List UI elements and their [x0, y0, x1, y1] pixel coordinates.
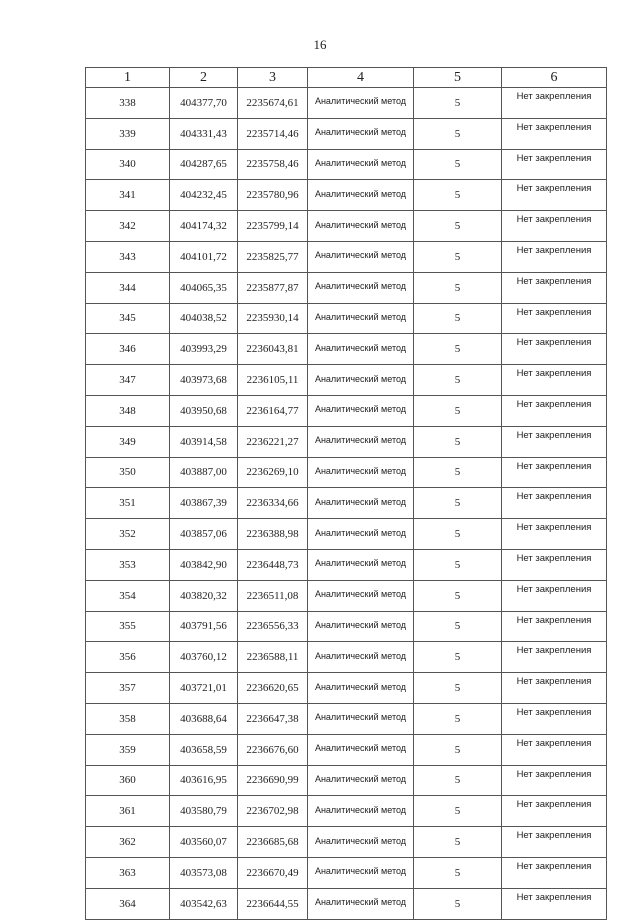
- fixation-cell: Нет закрепления: [502, 303, 607, 334]
- fixation-cell: Нет закрепления: [502, 642, 607, 673]
- accuracy-cell: 5: [414, 149, 502, 180]
- fixation-cell: Нет закрепления: [502, 611, 607, 642]
- point-number-cell: 351: [86, 488, 170, 519]
- point-number-cell: 348: [86, 395, 170, 426]
- y-coordinate-cell: 2235825,77: [238, 241, 308, 272]
- table-row: [86, 149, 607, 180]
- point-number-cell: 349: [86, 426, 170, 457]
- accuracy-cell: 5: [414, 519, 502, 550]
- table-row: [86, 857, 607, 888]
- point-number-cell: 364: [86, 888, 170, 919]
- fixation-cell: Нет закрепления: [502, 549, 607, 580]
- y-coordinate-cell: 2236676,60: [238, 734, 308, 765]
- accuracy-cell: 5: [414, 765, 502, 796]
- x-coordinate-cell: 404377,70: [170, 88, 238, 119]
- y-coordinate-cell: 2236269,10: [238, 457, 308, 488]
- table-row: [86, 457, 607, 488]
- accuracy-cell: 5: [414, 88, 502, 119]
- y-coordinate-cell: 2235799,14: [238, 211, 308, 242]
- fixation-cell: Нет закрепления: [502, 765, 607, 796]
- y-coordinate-cell: 2235780,96: [238, 180, 308, 211]
- method-cell: Аналитический метод: [308, 827, 414, 858]
- accuracy-cell: 5: [414, 827, 502, 858]
- fixation-cell: Нет закрепления: [502, 827, 607, 858]
- table-row: [86, 611, 607, 642]
- accuracy-cell: 5: [414, 457, 502, 488]
- accuracy-cell: 5: [414, 642, 502, 673]
- point-number-cell: 356: [86, 642, 170, 673]
- method-cell: Аналитический метод: [308, 611, 414, 642]
- method-cell: Аналитический метод: [308, 703, 414, 734]
- fixation-cell: Нет закрепления: [502, 488, 607, 519]
- x-coordinate-cell: 403791,56: [170, 611, 238, 642]
- method-cell: Аналитический метод: [308, 734, 414, 765]
- table-row: [86, 734, 607, 765]
- accuracy-cell: 5: [414, 118, 502, 149]
- column-header: 5: [414, 68, 502, 88]
- x-coordinate-cell: 403950,68: [170, 395, 238, 426]
- accuracy-cell: 5: [414, 241, 502, 272]
- method-cell: Аналитический метод: [308, 457, 414, 488]
- method-cell: Аналитический метод: [308, 211, 414, 242]
- table-header-row: [86, 68, 607, 88]
- method-cell: Аналитический метод: [308, 796, 414, 827]
- y-coordinate-cell: 2236685,68: [238, 827, 308, 858]
- method-cell: Аналитический метод: [308, 334, 414, 365]
- accuracy-cell: 5: [414, 488, 502, 519]
- method-cell: Аналитический метод: [308, 395, 414, 426]
- accuracy-cell: 5: [414, 365, 502, 396]
- x-coordinate-cell: 403580,79: [170, 796, 238, 827]
- x-coordinate-cell: 403993,29: [170, 334, 238, 365]
- accuracy-cell: 5: [414, 611, 502, 642]
- table-row: [86, 888, 607, 919]
- table-body: [86, 88, 607, 920]
- coordinates-table: [85, 67, 607, 920]
- x-coordinate-cell: 404232,45: [170, 180, 238, 211]
- fixation-cell: Нет закрепления: [502, 334, 607, 365]
- x-coordinate-cell: 403760,12: [170, 642, 238, 673]
- point-number-cell: 363: [86, 857, 170, 888]
- fixation-cell: Нет закрепления: [502, 211, 607, 242]
- column-header: 2: [170, 68, 238, 88]
- y-coordinate-cell: 2236043,81: [238, 334, 308, 365]
- x-coordinate-cell: 403721,01: [170, 673, 238, 704]
- table-row: [86, 549, 607, 580]
- fixation-cell: Нет закрепления: [502, 580, 607, 611]
- point-number-cell: 355: [86, 611, 170, 642]
- table-row: [86, 426, 607, 457]
- table-row: [86, 334, 607, 365]
- accuracy-cell: 5: [414, 703, 502, 734]
- table-row: [86, 303, 607, 334]
- table-row: [86, 241, 607, 272]
- fixation-cell: Нет закрепления: [502, 365, 607, 396]
- y-coordinate-cell: 2235930,14: [238, 303, 308, 334]
- fixation-cell: Нет закрепления: [502, 118, 607, 149]
- table-row: [86, 580, 607, 611]
- table-row: [86, 642, 607, 673]
- page-number: 16: [313, 37, 327, 52]
- x-coordinate-cell: 403820,32: [170, 580, 238, 611]
- fixation-cell: Нет закрепления: [502, 426, 607, 457]
- x-coordinate-cell: 404065,35: [170, 272, 238, 303]
- method-cell: Аналитический метод: [308, 765, 414, 796]
- point-number-cell: 347: [86, 365, 170, 396]
- y-coordinate-cell: 2235714,46: [238, 118, 308, 149]
- fixation-cell: Нет закрепления: [502, 703, 607, 734]
- y-coordinate-cell: 2236670,49: [238, 857, 308, 888]
- point-number-cell: 359: [86, 734, 170, 765]
- accuracy-cell: 5: [414, 673, 502, 704]
- accuracy-cell: 5: [414, 549, 502, 580]
- y-coordinate-cell: 2236620,65: [238, 673, 308, 704]
- x-coordinate-cell: 403560,07: [170, 827, 238, 858]
- accuracy-cell: 5: [414, 303, 502, 334]
- accuracy-cell: 5: [414, 426, 502, 457]
- x-coordinate-cell: 403973,68: [170, 365, 238, 396]
- accuracy-cell: 5: [414, 395, 502, 426]
- point-number-cell: 338: [86, 88, 170, 119]
- fixation-cell: Нет закрепления: [502, 519, 607, 550]
- point-number-cell: 342: [86, 211, 170, 242]
- table-row: [86, 488, 607, 519]
- point-number-cell: 346: [86, 334, 170, 365]
- accuracy-cell: 5: [414, 857, 502, 888]
- x-coordinate-cell: 404038,52: [170, 303, 238, 334]
- table-row: [86, 118, 607, 149]
- point-number-cell: 353: [86, 549, 170, 580]
- point-number-cell: 362: [86, 827, 170, 858]
- y-coordinate-cell: 2236690,99: [238, 765, 308, 796]
- y-coordinate-cell: 2235758,46: [238, 149, 308, 180]
- method-cell: Аналитический метод: [308, 673, 414, 704]
- table-row: [86, 703, 607, 734]
- y-coordinate-cell: 2236164,77: [238, 395, 308, 426]
- x-coordinate-cell: 403688,64: [170, 703, 238, 734]
- table-row: [86, 272, 607, 303]
- x-coordinate-cell: 404174,32: [170, 211, 238, 242]
- y-coordinate-cell: 2236556,33: [238, 611, 308, 642]
- method-cell: Аналитический метод: [308, 272, 414, 303]
- point-number-cell: 352: [86, 519, 170, 550]
- table-row: [86, 796, 607, 827]
- accuracy-cell: 5: [414, 211, 502, 242]
- y-coordinate-cell: 2236388,98: [238, 519, 308, 550]
- x-coordinate-cell: 403867,39: [170, 488, 238, 519]
- point-number-cell: 350: [86, 457, 170, 488]
- point-number-cell: 354: [86, 580, 170, 611]
- fixation-cell: Нет закрепления: [502, 734, 607, 765]
- y-coordinate-cell: 2236334,66: [238, 488, 308, 519]
- accuracy-cell: 5: [414, 888, 502, 919]
- x-coordinate-cell: 403914,58: [170, 426, 238, 457]
- fixation-cell: Нет закрепления: [502, 888, 607, 919]
- accuracy-cell: 5: [414, 180, 502, 211]
- method-cell: Аналитический метод: [308, 488, 414, 519]
- point-number-cell: 345: [86, 303, 170, 334]
- fixation-cell: Нет закрепления: [502, 149, 607, 180]
- column-header: 4: [308, 68, 414, 88]
- method-cell: Аналитический метод: [308, 549, 414, 580]
- table-row: [86, 673, 607, 704]
- fixation-cell: Нет закрепления: [502, 241, 607, 272]
- x-coordinate-cell: 404101,72: [170, 241, 238, 272]
- method-cell: Аналитический метод: [308, 857, 414, 888]
- x-coordinate-cell: 403887,00: [170, 457, 238, 488]
- accuracy-cell: 5: [414, 272, 502, 303]
- fixation-cell: Нет закрепления: [502, 796, 607, 827]
- table-row: [86, 211, 607, 242]
- x-coordinate-cell: 403842,90: [170, 549, 238, 580]
- column-header: 1: [86, 68, 170, 88]
- method-cell: Аналитический метод: [308, 519, 414, 550]
- fixation-cell: Нет закрепления: [502, 88, 607, 119]
- fixation-cell: Нет закрепления: [502, 395, 607, 426]
- fixation-cell: Нет закрепления: [502, 180, 607, 211]
- table-row: [86, 365, 607, 396]
- method-cell: Аналитический метод: [308, 241, 414, 272]
- method-cell: Аналитический метод: [308, 303, 414, 334]
- column-header: 3: [238, 68, 308, 88]
- point-number-cell: 341: [86, 180, 170, 211]
- column-header: 6: [502, 68, 607, 88]
- y-coordinate-cell: 2235877,87: [238, 272, 308, 303]
- x-coordinate-cell: 403616,95: [170, 765, 238, 796]
- x-coordinate-cell: 404287,65: [170, 149, 238, 180]
- method-cell: Аналитический метод: [308, 88, 414, 119]
- method-cell: Аналитический метод: [308, 118, 414, 149]
- accuracy-cell: 5: [414, 734, 502, 765]
- y-coordinate-cell: 2236448,73: [238, 549, 308, 580]
- method-cell: Аналитический метод: [308, 426, 414, 457]
- method-cell: Аналитический метод: [308, 580, 414, 611]
- method-cell: Аналитический метод: [308, 180, 414, 211]
- point-number-cell: 360: [86, 765, 170, 796]
- fixation-cell: Нет закрепления: [502, 857, 607, 888]
- table-row: [86, 827, 607, 858]
- y-coordinate-cell: 2235674,61: [238, 88, 308, 119]
- point-number-cell: 340: [86, 149, 170, 180]
- table-row: [86, 765, 607, 796]
- y-coordinate-cell: 2236105,11: [238, 365, 308, 396]
- fixation-cell: Нет закрепления: [502, 673, 607, 704]
- fixation-cell: Нет закрепления: [502, 457, 607, 488]
- table-row: [86, 88, 607, 119]
- x-coordinate-cell: 403857,06: [170, 519, 238, 550]
- y-coordinate-cell: 2236588,11: [238, 642, 308, 673]
- method-cell: Аналитический метод: [308, 149, 414, 180]
- point-number-cell: 361: [86, 796, 170, 827]
- point-number-cell: 358: [86, 703, 170, 734]
- x-coordinate-cell: 403658,59: [170, 734, 238, 765]
- x-coordinate-cell: 404331,43: [170, 118, 238, 149]
- point-number-cell: 339: [86, 118, 170, 149]
- x-coordinate-cell: 403573,08: [170, 857, 238, 888]
- accuracy-cell: 5: [414, 580, 502, 611]
- fixation-cell: Нет закрепления: [502, 272, 607, 303]
- point-number-cell: 343: [86, 241, 170, 272]
- table-row: [86, 519, 607, 550]
- method-cell: Аналитический метод: [308, 642, 414, 673]
- accuracy-cell: 5: [414, 334, 502, 365]
- method-cell: Аналитический метод: [308, 365, 414, 396]
- y-coordinate-cell: 2236647,38: [238, 703, 308, 734]
- accuracy-cell: 5: [414, 796, 502, 827]
- point-number-cell: 344: [86, 272, 170, 303]
- method-cell: Аналитический метод: [308, 888, 414, 919]
- x-coordinate-cell: 403542,63: [170, 888, 238, 919]
- y-coordinate-cell: 2236221,27: [238, 426, 308, 457]
- table-row: [86, 180, 607, 211]
- y-coordinate-cell: 2236511,08: [238, 580, 308, 611]
- table-row: [86, 395, 607, 426]
- y-coordinate-cell: 2236702,98: [238, 796, 308, 827]
- y-coordinate-cell: 2236644,55: [238, 888, 308, 919]
- point-number-cell: 357: [86, 673, 170, 704]
